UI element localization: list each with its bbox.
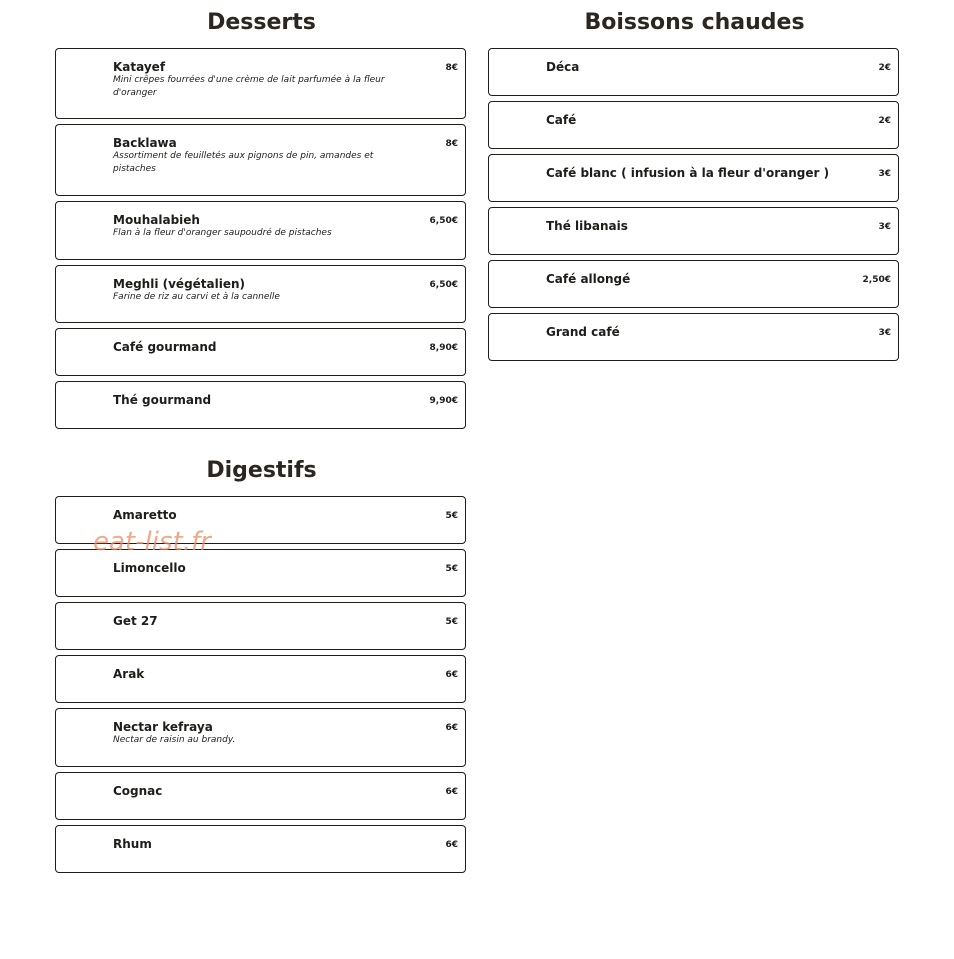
- item-name: Nectar kefraya: [113, 720, 213, 734]
- item-name: Backlawa: [113, 136, 177, 150]
- item-price: 2€: [878, 116, 891, 126]
- menu-item[interactable]: [55, 328, 466, 376]
- desserts-section: [55, 8, 468, 433]
- menu-item[interactable]: [55, 602, 466, 650]
- item-name: Déca: [546, 60, 580, 74]
- item-description: Flan à la fleur d'oranger saupoudré de pistaches: [113, 228, 332, 238]
- item-price: 8€: [445, 139, 458, 149]
- item-price: 2€: [878, 63, 891, 73]
- item-price: 6,50€: [429, 216, 458, 226]
- menu-item[interactable]: [488, 154, 899, 202]
- item-name: Amaretto: [113, 508, 177, 522]
- item-name: Meghli (végétalien): [113, 277, 246, 291]
- item-name: Thé libanais: [546, 219, 628, 233]
- menu-item[interactable]: [55, 124, 466, 196]
- menu-item[interactable]: [55, 265, 466, 323]
- item-price: 8,90€: [429, 343, 458, 353]
- menu-item[interactable]: [488, 313, 899, 361]
- item-price: 6,50€: [429, 280, 458, 290]
- item-price: 5€: [445, 511, 458, 521]
- section-title: Digestifs: [206, 458, 317, 483]
- menu-item[interactable]: [488, 48, 899, 96]
- item-name: Rhum: [113, 837, 152, 851]
- item-price: 6€: [445, 787, 458, 797]
- item-name: Café: [546, 113, 577, 127]
- item-price: 5€: [445, 564, 458, 574]
- section-title: Desserts: [207, 10, 316, 35]
- menu-item[interactable]: [488, 260, 899, 308]
- item-price: 6€: [445, 723, 458, 733]
- item-price: 9,90€: [429, 396, 458, 406]
- item-name: Arak: [113, 667, 145, 681]
- menu-item[interactable]: [55, 48, 466, 119]
- item-price: 6€: [445, 840, 458, 850]
- item-price: 6€: [445, 670, 458, 680]
- item-description: Mini crêpes fourrées d'une crème de lait parfumée à la fleur d'oranger: [113, 75, 385, 98]
- menu-item[interactable]: [55, 381, 466, 429]
- item-name: Café gourmand: [113, 340, 217, 354]
- menu-item[interactable]: [55, 655, 466, 703]
- item-name: Thé gourmand: [113, 393, 212, 407]
- menu-item[interactable]: [55, 496, 466, 544]
- item-description: Nectar de raisin au brandy.: [113, 735, 236, 745]
- item-name: Get 27: [113, 614, 158, 628]
- item-price: 3€: [878, 222, 891, 232]
- watermark: eat-list.fr: [93, 527, 211, 557]
- menu-item[interactable]: [55, 549, 466, 597]
- item-price: 3€: [878, 328, 891, 338]
- item-name: Limoncello: [113, 561, 186, 575]
- item-price: 8€: [445, 63, 458, 73]
- item-price: 2,50€: [862, 275, 891, 285]
- item-price: 5€: [445, 617, 458, 627]
- menu-item[interactable]: [55, 201, 466, 260]
- boissons-section: [488, 8, 901, 368]
- item-name: Cognac: [113, 784, 163, 798]
- item-name: Café blanc ( infusion à la fleur d'oranger ): [546, 166, 830, 180]
- menu-item[interactable]: [488, 101, 899, 149]
- menu-item[interactable]: [55, 708, 466, 767]
- item-description: Assortiment de feuilletés aux pignons de pin, amandes et pistaches: [113, 151, 374, 174]
- item-price: 3€: [878, 169, 891, 179]
- menu-item[interactable]: [55, 825, 466, 873]
- item-name: Katayef: [113, 60, 166, 74]
- item-name: Grand café: [546, 325, 620, 339]
- item-description: Farine de riz au carvi et à la cannelle: [113, 292, 280, 302]
- item-name: Mouhalabieh: [113, 213, 200, 227]
- item-name: Café allongé: [546, 272, 631, 286]
- section-title: Boissons chaudes: [584, 10, 805, 35]
- menu-item[interactable]: [488, 207, 899, 255]
- digestifs-section: [55, 456, 468, 876]
- menu-item[interactable]: [55, 772, 466, 820]
